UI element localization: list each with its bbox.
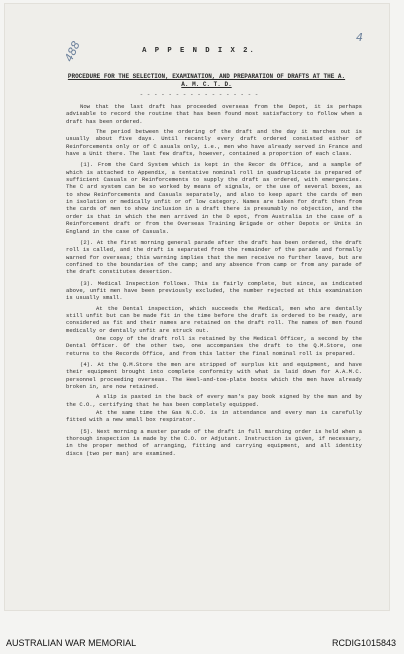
archive-record-id: RCDIG1015843 — [331, 638, 396, 648]
paragraph-general-parade: (2). At the first morning general parade after the draft has been ordered, the draft roll is called, and the draft is separated from the remainder of the parade and formally warned for overseas; this warning implies that the men receive no further leave, but are confined to the boundaries of the camp; and any absence from camp or from any parade of the draft constitutes desertion. — [66, 238, 362, 276]
archive-footer — [0, 618, 404, 654]
paragraph-dental-inspection: At the Dental inspection, which succeeds the Medical, men who are dentally still unfit but can be made fit in the time before the draft is ordered to be ready, are considered as fit and their names are retained on the draft roll. The names of men found medically or dentally unfit are struck out. — [66, 304, 362, 334]
paragraph-intro: Now that the last draft has proceeded overseas from the Depot, it is perhaps advisable to record the routine that has been found most satisfactory to follow when a draft has been ordered. — [66, 103, 362, 125]
title-divider: - - - - - - - - - - - - - - - - - — [139, 91, 259, 98]
paragraph-medical-inspection: (3). Medical Inspection follows. This is fairly complete, but since, as indicated above, unfit men have been previously excluded, the number rejected at this examination is usually small. — [66, 279, 362, 302]
paragraph-period: The period between the ordering of the draft and the day it marches out is usually about five days. Until recently every draft ordered consisted either of Reinforcements only or of C asuals only, i.e., men who have already served in France and have a Unit there. The last few drafts, however, contained a proportion of each class. — [66, 128, 362, 158]
handwritten-page-mark: 4 — [356, 31, 363, 44]
document-page — [4, 3, 390, 611]
paragraph-qm-store: (4). At the Q.M.Store the men are stripped of surplus kit and equipment, and have their equipment brought into complete conformity with what is laid down for A.A.M.C. personnel proceeding overseas. The Heel-and-toe-plate boots which the men have already broken in, are now retained. — [66, 361, 362, 391]
paragraph-draft-roll-copies: One copy of the draft roll is retained by the Medical Officer, a second by the Dental Officer. Of the other two, one accompanies the draft to the Q.M.Store, one returns to the Records Office, and from this latter the final nominal roll is prepared. — [66, 334, 362, 357]
paragraph-card-system: (1). From the Card System which is kept in the Recor ds Office, and a sample of which is attached to Appendix, a tentative nominal roll in quadruplicate is prepared of sufficient Casuals or Reinforcements to supply the draft as ordered, with emergencies. The C ard system can be so worked by means of signals, or the use of several boxes, as to show Reinforcements and Casuals separately, and also to keep apart the cards of men in isolation or medically unfit or of low category. Names are taken for draft then from the cards of men to show inclusion in a draft there is presumably no objection, and the order is that in which the men arrived in the D epot, from Australia in the case of a Reinforcement draft or from the Overseas Training Brigade or other Depots or Units in England in the case of Casuals. — [66, 161, 362, 235]
appendix-heading: A P P E N D I X 2. — [142, 47, 256, 55]
document-title: PROCEDURE FOR THE SELECTION, EXAMINATION, AND PREPARATION OF DRAFTS AT THE A. A. M. C. T. D. — [67, 73, 346, 88]
handwritten-reference: 488 — [62, 39, 83, 64]
paragraph-muster-parade: (5). Next morning a muster parade of the draft in full marching order is held when a thorough inspection is made by the C.O. or Adjutant. Instruction is given, if necessary, in the proper method of arranging, fitting and carrying equipment, and all identity discs (two per man) are examined. — [66, 427, 362, 457]
paragraph-gas-nco: At the same time the Gas N.C.O. is in attendance and every man is carefully fitted with a new small box respirator. — [66, 409, 362, 424]
archive-name: AUSTRALIAN WAR MEMORIAL — [6, 638, 137, 648]
document-body — [66, 103, 362, 460]
paragraph-pay-book-slip: A slip is pasted in the back of every man's pay book signed by the man and by the C.O., certifying that he has been completely equipped. — [66, 393, 362, 408]
